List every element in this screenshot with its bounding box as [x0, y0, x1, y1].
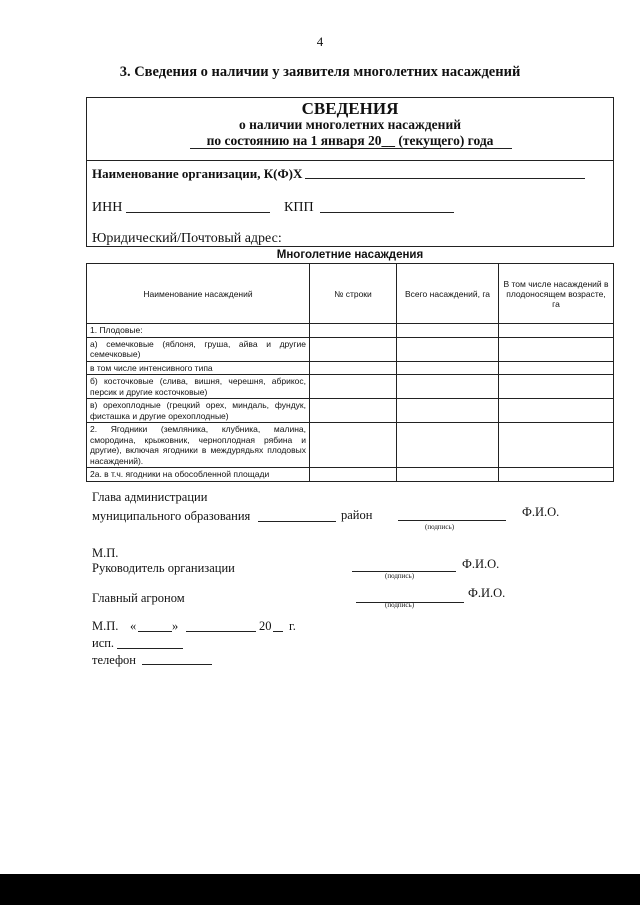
row-label: а) семечковые (яблоня, груша, айва и другие семечковые)	[87, 337, 310, 361]
cell-row-no[interactable]	[310, 375, 397, 399]
date-quote-close: »	[172, 619, 179, 633]
inn-label: ИНН	[92, 200, 123, 215]
table-row	[87, 468, 614, 482]
table-row	[87, 423, 614, 468]
signature-note: (подпись)	[385, 601, 415, 609]
signature-note: (подпись)	[385, 572, 415, 580]
cell-fruiting[interactable]	[499, 399, 614, 423]
cell-fruiting[interactable]	[499, 361, 614, 375]
form-date-line	[86, 133, 614, 149]
col-header-fruiting: В том числе насаждений в плодоносящем возрасте, га	[499, 264, 614, 324]
cell-row-no[interactable]	[310, 361, 397, 375]
cell-fruiting[interactable]	[499, 468, 614, 482]
signature-note: (подпись)	[425, 523, 455, 531]
table-row	[87, 375, 614, 399]
box-divider	[87, 160, 613, 161]
page-number: 4	[316, 34, 324, 49]
cell-fruiting[interactable]	[499, 375, 614, 399]
date-underline	[190, 148, 512, 149]
col-header-name: Наименование насаждений	[87, 264, 310, 324]
cell-total[interactable]	[397, 361, 499, 375]
cell-total[interactable]	[397, 375, 499, 399]
kpp-label: КПП	[284, 200, 314, 215]
address-label: Юридический/Почтовый адрес:	[92, 231, 282, 246]
cell-row-no[interactable]	[310, 468, 397, 482]
date-year-input[interactable]	[273, 617, 283, 632]
form-subtitle: о наличии многолетних насаждений	[238, 117, 462, 132]
cell-row-no[interactable]	[310, 399, 397, 423]
date-year-label: 20	[259, 619, 272, 633]
agronomist-fio-label: Ф.И.О.	[468, 586, 506, 600]
plantings-table	[86, 263, 614, 482]
row-label: 2. Ягодники (земляника, клубника, малина, смородина, крыжовник, черноплодная рябина и другие), включая ягодники в междурядьях плодовых насаждений).	[87, 423, 310, 468]
table-row	[87, 361, 614, 375]
row-label: в том числе интенсивного типа	[87, 361, 310, 375]
cell-total[interactable]	[397, 423, 499, 468]
cell-total[interactable]	[397, 468, 499, 482]
inn-input[interactable]	[126, 198, 270, 213]
date-quote-open: «	[130, 619, 137, 633]
row-label: 2а. в т.ч. ягодники на обособленной площади	[87, 468, 310, 482]
phone-label: телефон	[92, 653, 136, 667]
table-row	[87, 324, 614, 338]
cell-total[interactable]	[397, 399, 499, 423]
row-label: в) орехоплодные (грецкий орех, миндаль, фундук, фисташка и другие орехоплодные)	[87, 399, 310, 423]
cell-fruiting[interactable]	[499, 324, 614, 338]
head-fio-label: Ф.И.О.	[522, 505, 560, 519]
org-name-label: Наименование организации, К(Ф)Х	[92, 166, 303, 181]
kpp-input[interactable]	[320, 198, 454, 213]
head-signature-line[interactable]	[398, 506, 506, 521]
table-header-row	[87, 264, 614, 324]
cell-row-no[interactable]	[310, 423, 397, 468]
col-header-row-no: № строки	[310, 264, 397, 324]
cell-row-no[interactable]	[310, 324, 397, 338]
date-month-input[interactable]	[186, 617, 256, 632]
executor-label: исп.	[92, 636, 115, 650]
table-title: Многолетние насаждения	[276, 249, 424, 261]
district-label: район	[341, 508, 373, 522]
manager-fio-label: Ф.И.О.	[462, 557, 500, 571]
date-day-input[interactable]	[138, 617, 172, 632]
phone-input[interactable]	[142, 650, 212, 665]
cell-row-no[interactable]	[310, 337, 397, 361]
head-admin-label: Глава администрации	[92, 490, 208, 504]
col-header-total: Всего насаждений, га	[397, 264, 499, 324]
scan-bottom-edge	[0, 874, 640, 905]
org-name-input[interactable]	[305, 164, 585, 179]
agronomist-label: Главный агроном	[92, 591, 185, 605]
scan-top-edge	[0, 0, 640, 3]
date-year-suffix: г.	[289, 619, 296, 633]
table-row	[87, 399, 614, 423]
cell-fruiting[interactable]	[499, 423, 614, 468]
cell-total[interactable]	[397, 324, 499, 338]
row-label: б) косточковые (слива, вишня, черешня, абрикос, персик и другие косточковые)	[87, 375, 310, 399]
row-label: 1. Плодовые:	[87, 324, 310, 338]
stamp-label: М.П.	[92, 546, 119, 560]
cell-total[interactable]	[397, 337, 499, 361]
municipality-label: муниципального образования	[92, 509, 251, 523]
manager-signature-line[interactable]	[352, 557, 456, 572]
date-stamp-label: М.П.	[92, 619, 119, 633]
table-row	[87, 337, 614, 361]
cell-fruiting[interactable]	[499, 337, 614, 361]
form-date-text: по состоянию на 1 января 20__ (текущего) года	[206, 133, 494, 148]
section-title: 3. Сведения о наличии у заявителя многолетних насаждений	[119, 64, 521, 80]
executor-input[interactable]	[117, 634, 183, 649]
municipality-input[interactable]	[258, 507, 336, 522]
manager-label: Руководитель организации	[92, 561, 235, 575]
form-title: СВЕДЕНИЯ	[301, 99, 399, 118]
